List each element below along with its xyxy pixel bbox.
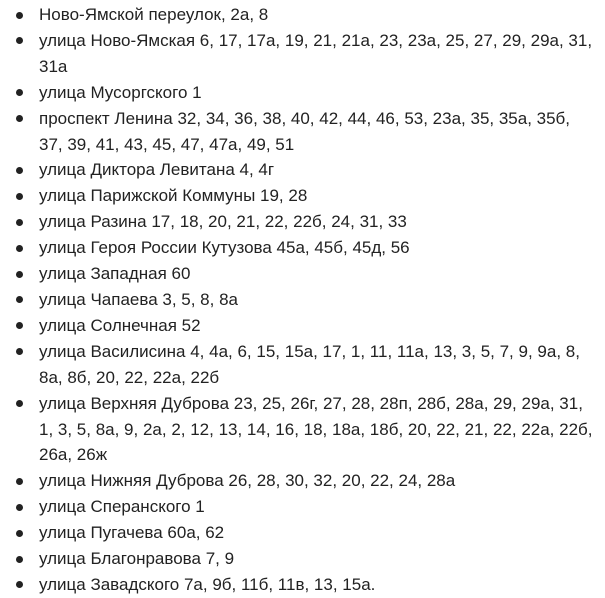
address-text: улица Разина 17, 18, 20, 21, 22, 22б, 24, 31, 33 <box>39 212 407 232</box>
address-text: улица Благонравова 7, 9 <box>39 549 235 569</box>
address-text: улица Западная 60 <box>39 264 191 284</box>
bullet-icon <box>16 504 23 511</box>
address-list <box>0 2 595 598</box>
bullet-icon <box>16 400 23 407</box>
bullet-icon <box>16 89 23 96</box>
address-text: улица Сперанского 1 <box>39 497 205 517</box>
bullet-icon <box>16 581 23 588</box>
bullet-icon <box>16 193 23 200</box>
address-text: улица Диктора Левитана 4, 4г <box>39 160 275 180</box>
address-text: улица Парижской Коммуны 19, 28 <box>39 186 308 206</box>
list-item <box>0 2 595 28</box>
list-item <box>0 235 595 261</box>
bullet-icon <box>16 556 23 563</box>
bullet-icon <box>16 12 23 19</box>
bullet-icon <box>16 322 23 329</box>
bullet-icon <box>16 271 23 278</box>
bullet-icon <box>16 296 23 303</box>
list-item <box>0 339 595 391</box>
list-item <box>0 468 595 494</box>
list-item <box>0 520 595 546</box>
bullet-icon <box>16 530 23 537</box>
list-item <box>0 157 595 183</box>
address-text: улица Пугачева 60а, 62 <box>39 523 225 543</box>
address-text: улица Нижняя Дуброва 26, 28, 30, 32, 20, 22, 24, 28а <box>39 471 456 491</box>
list-item <box>0 546 595 572</box>
bullet-icon <box>16 115 23 122</box>
list-item <box>0 313 595 339</box>
address-text: улица Чапаева 3, 5, 8, 8а <box>39 289 238 309</box>
address-text: улица Завадского 7а, 9б, 11б, 11в, 13, 15а. <box>39 574 376 594</box>
bullet-icon <box>16 478 23 485</box>
list-item <box>0 80 595 106</box>
bullet-icon <box>16 219 23 226</box>
address-text: улица Мусоргского 1 <box>39 82 202 102</box>
list-item <box>0 494 595 520</box>
bullet-icon <box>16 167 23 174</box>
list-item <box>0 261 595 287</box>
bullet-icon <box>16 245 23 252</box>
address-text: улица Солнечная 52 <box>39 315 201 335</box>
list-item <box>0 28 595 80</box>
address-text: проспект Ленина 32, 34, 36, 38, 40, 42, 44, 46, 53, 23а, 35, 35а, 35б, 37, 39, 41, 43, 45, 47, 47а, 49, 51 <box>39 108 571 154</box>
list-item <box>0 391 595 469</box>
list-item <box>0 287 595 313</box>
address-text: улица Ново-Ямская 6, 17, 17а, 19, 21, 21а, 23, 23а, 25, 27, 29, 29а, 31, 31а <box>39 30 593 76</box>
bullet-icon <box>16 37 23 44</box>
list-item <box>0 209 595 235</box>
bullet-icon <box>16 348 23 355</box>
list-item <box>0 106 595 158</box>
list-item <box>0 572 595 598</box>
list-item <box>0 183 595 209</box>
address-text: Ново-Ямской переулок, 2а, 8 <box>39 5 269 24</box>
address-text: улица Героя России Кутузова 45а, 45б, 45д, 56 <box>39 238 410 258</box>
address-text: улица Василисина 4, 4а, 6, 15, 15а, 17, 1, 11, 11а, 13, 3, 5, 7, 9, 9а, 8, 8а, 8б, 20, 22, 22а, 22б <box>39 341 580 387</box>
address-text: улица Верхняя Дуброва 23, 25, 26г, 27, 28, 28п, 28б, 28а, 29, 29а, 31, 1, 3, 5, 8а, 9, 2а, 2, 12, 13, 14, 16, 18, 18а, 18б, 20, 22, 21, 22, 22а, 22б, 26а, 26ж <box>39 393 593 465</box>
